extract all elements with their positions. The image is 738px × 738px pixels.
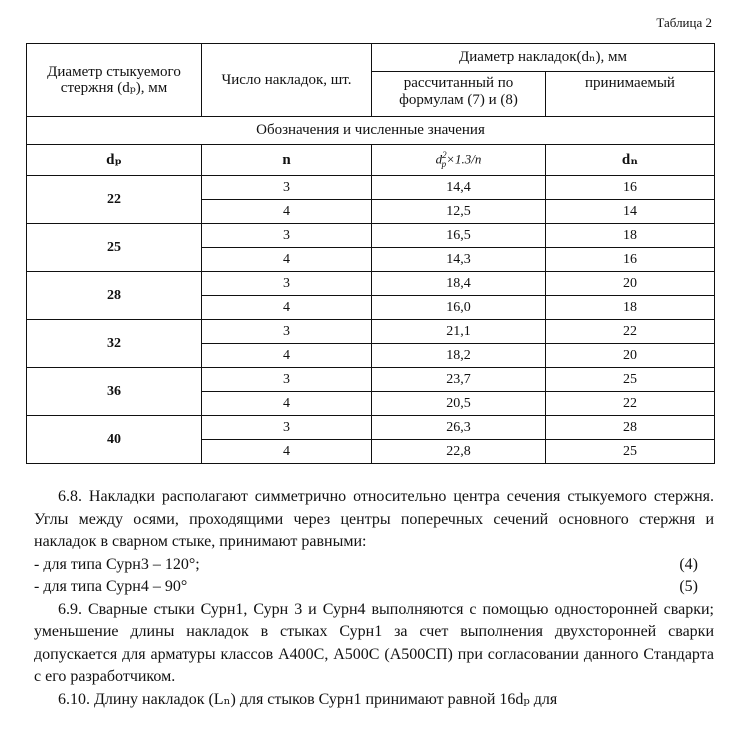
calculated-diameter: 14,3 <box>372 248 546 272</box>
header-calculated: рассчитанный по формулам (7) и (8) <box>372 72 546 117</box>
calculated-diameter: 20,5 <box>372 392 546 416</box>
calculated-diameter: 16,5 <box>372 224 546 248</box>
data-table <box>26 43 715 464</box>
table-row <box>27 272 715 296</box>
rod-diameter: 40 <box>27 416 202 464</box>
plate-count: 3 <box>202 320 372 344</box>
plate-count: 3 <box>202 416 372 440</box>
accepted-diameter: 16 <box>546 176 715 200</box>
plate-count: 4 <box>202 200 372 224</box>
accepted-diameter: 28 <box>546 416 715 440</box>
plate-count: 4 <box>202 440 372 464</box>
section-heading: Обозначения и численные значения <box>27 117 715 145</box>
table-row <box>27 176 715 200</box>
calculated-diameter: 21,1 <box>372 320 546 344</box>
paragraph-6-9: 6.9. Сварные стыки Сурн1, Сурн 3 и Сурн4 выполняются с помощью односторонней сварки; уменьшение длины накладок в стыках Сурн1 за счет выполнения двухсторонней сварки допускается для арматуры классов А400С, А500С (А500СП) при согласовании данного Стандарта с его разработчиком. <box>34 600 714 685</box>
accepted-diameter: 20 <box>546 272 715 296</box>
table-label: Таблица 2 <box>656 15 712 30</box>
calculated-diameter: 23,7 <box>372 368 546 392</box>
header-diameter-rod: Диаметр стыкуемого стержня (dₚ), мм <box>27 44 202 117</box>
symbol-dp: dₚ <box>27 145 202 176</box>
symbol-formula: $d^2_p\times 1.3/n$ <box>372 145 546 176</box>
header-count: Число накладок, шт. <box>202 44 372 117</box>
plate-count: 3 <box>202 272 372 296</box>
accepted-diameter: 18 <box>546 296 715 320</box>
list-item-type4: - для типа Сурн4 – 90° (5) <box>34 578 698 595</box>
plate-count: 3 <box>202 368 372 392</box>
rod-diameter: 32 <box>27 320 202 368</box>
calculated-diameter: 22,8 <box>372 440 546 464</box>
plate-count: 3 <box>202 176 372 200</box>
plate-count: 4 <box>202 392 372 416</box>
accepted-diameter: 16 <box>546 248 715 272</box>
accepted-diameter: 18 <box>546 224 715 248</box>
accepted-diameter: 25 <box>546 440 715 464</box>
rod-diameter: 36 <box>27 368 202 416</box>
paragraph-6-10: 6.10. Длину накладок (Lₙ) для стыков Сурн1 принимают равной 16dₚ для <box>58 690 558 708</box>
paragraph-6-8: 6.8. Накладки располагают симметрично относительно центра сечения стыкуемого стержня. Углы между осями, проходящими через центры поперечных сечений основного стержня и накладок в сварном стыке, принимают равными: <box>34 488 714 550</box>
rod-diameter: 25 <box>27 224 202 272</box>
list-item-type3: - для типа Сурн3 – 120°; (4) <box>34 555 698 573</box>
table-row <box>27 224 715 248</box>
calculated-diameter: 12,5 <box>372 200 546 224</box>
plate-count: 3 <box>202 224 372 248</box>
plate-count: 4 <box>202 296 372 320</box>
rod-diameter: 28 <box>27 272 202 320</box>
symbol-n: n <box>202 145 372 176</box>
table-row <box>27 416 715 440</box>
accepted-diameter: 22 <box>546 392 715 416</box>
table-row <box>27 368 715 392</box>
accepted-diameter: 22 <box>546 320 715 344</box>
table-row <box>27 320 715 344</box>
header-plate-diameter: Диаметр накладок(dₙ), мм <box>372 44 715 72</box>
accepted-diameter: 20 <box>546 344 715 368</box>
accepted-diameter: 14 <box>546 200 715 224</box>
body-text <box>34 486 714 711</box>
calculated-diameter: 14,4 <box>372 176 546 200</box>
calculated-diameter: 16,0 <box>372 296 546 320</box>
accepted-diameter: 25 <box>546 368 715 392</box>
calculated-diameter: 26,3 <box>372 416 546 440</box>
calculated-diameter: 18,2 <box>372 344 546 368</box>
calculated-diameter: 18,4 <box>372 272 546 296</box>
plate-count: 4 <box>202 248 372 272</box>
header-accepted: принимаемый <box>546 72 715 117</box>
plate-count: 4 <box>202 344 372 368</box>
symbol-dn: dₙ <box>546 145 715 176</box>
rod-diameter: 22 <box>27 176 202 224</box>
